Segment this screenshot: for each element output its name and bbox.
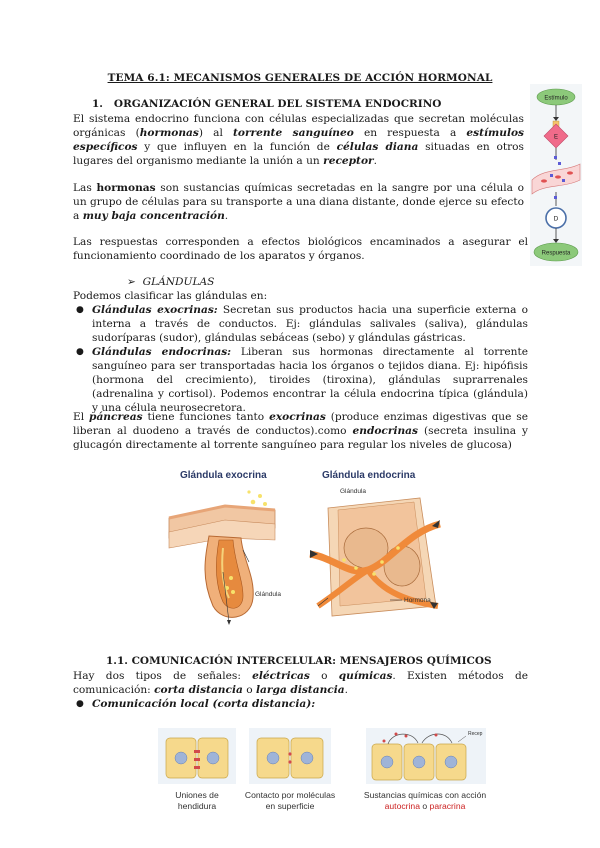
gland-label: E bbox=[553, 134, 559, 141]
glands-subheading: ➢ GLÁNDULAS bbox=[127, 276, 215, 288]
exocrine-figure-title: Glándula exocrina bbox=[180, 470, 267, 481]
section-1-paragraph-2: Las hormonas son sustancias químicas secretadas en la sangre por una célula o un grupo de células para su transporte a una diana distante, donde ejerce su efecto a muy baja concentración. bbox=[73, 182, 525, 223]
hormone-label: Hormona bbox=[404, 597, 431, 604]
endocrine-figure-title: Glándula endocrina bbox=[322, 470, 416, 481]
pancreas-paragraph: El páncreas tiene funciones tanto exocrinas (produce enzimas digestivas que se liberan al duodeno a través de conductos).como endocrinas (secreta insulina y glucagón directamente al torrente sanguíneo para regular los niveles de glucosa) bbox=[73, 411, 528, 452]
section-1-paragraph-1: El sistema endocrino funciona con células especializadas que secretan moléculas orgánicas (hormonas) al torrente sanguíneo en respuesta a estímulos específicos y que influyen en la función de células diana situadas en otros lugares del organismo mediante la unión a un receptor. bbox=[73, 113, 525, 168]
endocrine-gland-illustration bbox=[310, 488, 440, 628]
list-item-exocrine: ● Glándulas exocrinas: Secretan sus productos hacia una superficie externa o interna a través de conductos. Ej: glándulas salivales (saliva), glándulas sudoríparas (sudor), glándulas sebáceas (sebo) y glándulas gástricas. bbox=[76, 304, 528, 345]
gap-junction-illustration bbox=[158, 728, 236, 784]
bullet-dot: ● bbox=[76, 699, 84, 709]
section-1-heading: 1. ORGANIZACIÓN GENERAL DEL SISTEMA ENDOCRINO bbox=[92, 98, 442, 110]
hormone-flow-diagram bbox=[530, 84, 582, 266]
bullet-dot: ● bbox=[76, 305, 84, 315]
stimulus-label: Estímulo bbox=[544, 95, 568, 102]
list-item-endocrine: ● Glándulas endocrinas: Liberan sus hormonas directamente al torrente sanguíneo para ser transportadas hacia los órganos o tejidos diana. Ej: hipófisis (hormona del crecimiento), tiroides (tiroxina), glándulas suprarrenales (adrenalina y cortisol). Podemos encontrar la célula endocrina típica (glándula) y una célula neurosecretora. bbox=[76, 346, 528, 415]
receptor-label: Recep bbox=[468, 731, 483, 737]
section-1-1-paragraph: Hay dos tipos de señales: eléctricas o químicas. Existen métodos de comunicación: corta distancia o larga distancia. bbox=[73, 670, 528, 697]
gap-junction-caption: Uniones de hendidura bbox=[175, 790, 219, 811]
target-label: D bbox=[553, 215, 559, 223]
endocrine-gland-label: Glándula bbox=[340, 488, 367, 495]
autocrine-paracrine-caption: Sustancias químicas con acción autocrina o paracrina bbox=[363, 790, 487, 811]
page-title: TEMA 6.1: MECANISMOS GENERALES DE ACCIÓN HORMONAL bbox=[107, 72, 493, 84]
section-1-1-heading: 1.1. COMUNICACIÓN INTERCELULAR: MENSAJEROS QUÍMICOS bbox=[106, 655, 492, 667]
section-1-paragraph-3: Las respuestas corresponden a efectos biológicos encaminados a asegurar el funcionamiento coordinado de los aparatos y órganos. bbox=[73, 236, 528, 263]
list-item-local-communication: ● Comunicación local (corta distancia): bbox=[76, 698, 316, 710]
bullet-dot: ● bbox=[76, 347, 84, 357]
exocrine-gland-label: Glándula bbox=[255, 591, 282, 598]
surface-contact-illustration bbox=[249, 728, 331, 784]
glands-intro: Podemos clasificar las glándulas en: bbox=[73, 290, 268, 302]
response-label: Respuesta bbox=[541, 250, 571, 257]
surface-contact-caption: Contacto por moléculas en superficie bbox=[244, 790, 336, 811]
exocrine-gland-illustration bbox=[165, 488, 300, 628]
